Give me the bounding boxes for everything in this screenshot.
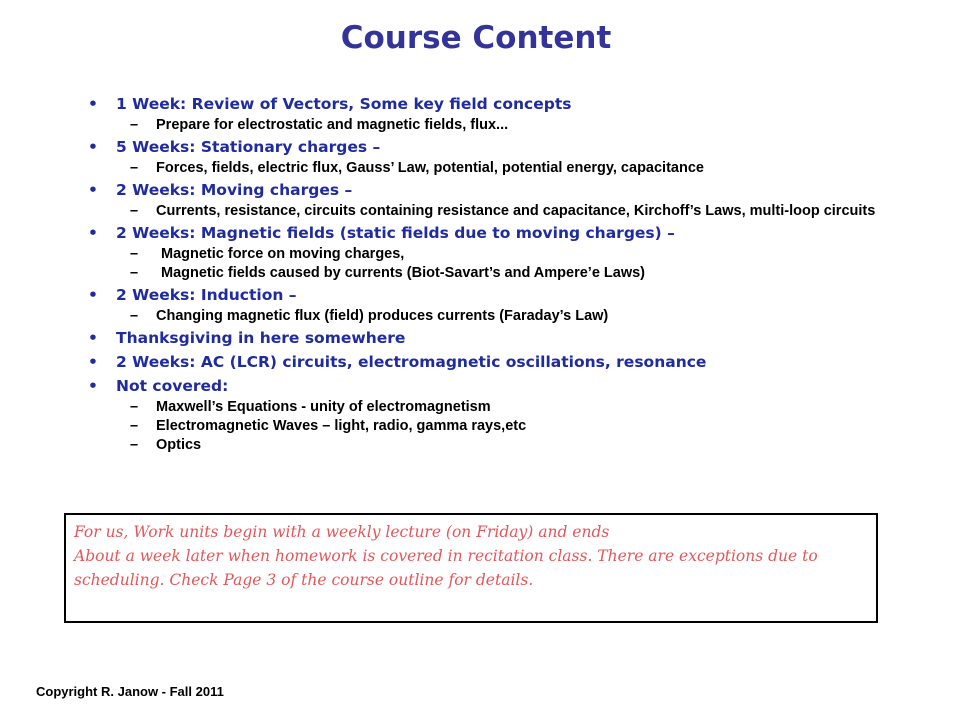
sub-item: [88, 418, 908, 434]
bullet-icon: •: [88, 138, 98, 156]
outline-item-thanksgiving: [88, 328, 908, 348]
course-outline: [88, 90, 908, 455]
sub-item: [88, 117, 908, 133]
sub-item: [88, 437, 908, 453]
note-line-2: About a week later when homework is covered in recitation class. There are exceptions due to scheduling. Check Page 3 of the course outline for details.: [74, 547, 818, 589]
outline-item-induction: [88, 285, 908, 305]
item-text: 2 Weeks: Moving charges –: [116, 181, 353, 199]
bullet-icon: •: [88, 377, 98, 395]
bullet-icon: •: [88, 95, 98, 113]
dash-icon: –: [130, 203, 139, 219]
dash-icon: –: [130, 399, 139, 415]
dash-icon: –: [130, 117, 139, 133]
sub-item: [88, 160, 908, 176]
outline-item-magnetic-fields: [88, 223, 908, 243]
sub-item: [88, 265, 908, 281]
outline-item-stationary-charges: [88, 137, 908, 157]
dash-icon: –: [130, 246, 139, 262]
dash-icon: –: [130, 265, 139, 281]
outline-item-not-covered: [88, 376, 908, 396]
note-line-1: For us, Work units begin with a weekly lecture (on Friday) and ends: [74, 523, 610, 541]
item-text: Not covered:: [116, 377, 229, 395]
item-text: Thanksgiving in here somewhere: [116, 329, 406, 347]
sub-item-text: Magnetic fields caused by currents (Biot-Savart’s and Ampere’e Laws): [161, 265, 646, 281]
sub-item-text: Prepare for electrostatic and magnetic fields, flux...: [156, 117, 509, 133]
bullet-icon: •: [88, 224, 98, 242]
item-text: 1 Week: Review of Vectors, Some key field concepts: [116, 95, 572, 113]
item-text: 2 Weeks: AC (LCR) circuits, electromagnetic oscillations, resonance: [116, 353, 707, 371]
item-text: 5 Weeks: Stationary charges –: [116, 138, 381, 156]
sub-item: [88, 308, 908, 324]
item-text: 2 Weeks: Induction –: [116, 286, 297, 304]
sub-item-text: Maxwell’s Equations - unity of electromagnetism: [156, 399, 491, 415]
sub-item-text: Forces, fields, electric flux, Gauss’ Law, potential, potential energy, capacitance: [156, 160, 704, 176]
outline-item-ac-circuits: [88, 352, 908, 372]
sub-item-text: Magnetic force on moving charges,: [161, 246, 405, 262]
sub-item-text: Optics: [156, 437, 202, 453]
sub-item: [88, 246, 908, 262]
outline-item-moving-charges: [88, 180, 908, 200]
dash-icon: –: [130, 160, 139, 176]
bullet-icon: •: [88, 181, 98, 199]
sub-item-text: Electromagnetic Waves – light, radio, gamma rays,etc: [156, 418, 527, 434]
item-text: 2 Weeks: Magnetic fields (static fields due to moving charges) –: [116, 224, 675, 242]
sub-item-text: Currents, resistance, circuits containing resistance and capacitance, Kirchoff’s Laws, multi-loop circuits: [156, 203, 876, 219]
slide-title: Course Content: [340, 20, 612, 56]
sub-item-text: Changing magnetic flux (field) produces currents (Faraday’s Law): [156, 308, 609, 324]
copyright-footer: Copyright R. Janow - Fall 2011: [36, 684, 224, 699]
bullet-icon: •: [88, 353, 98, 371]
note-box: [64, 513, 878, 623]
outline-item-vectors: [88, 94, 908, 114]
dash-icon: –: [130, 418, 139, 434]
dash-icon: –: [130, 308, 139, 324]
bullet-icon: •: [88, 329, 98, 347]
sub-item: [88, 203, 908, 219]
bullet-icon: •: [88, 286, 98, 304]
dash-icon: –: [130, 437, 139, 453]
sub-item: [88, 399, 908, 415]
